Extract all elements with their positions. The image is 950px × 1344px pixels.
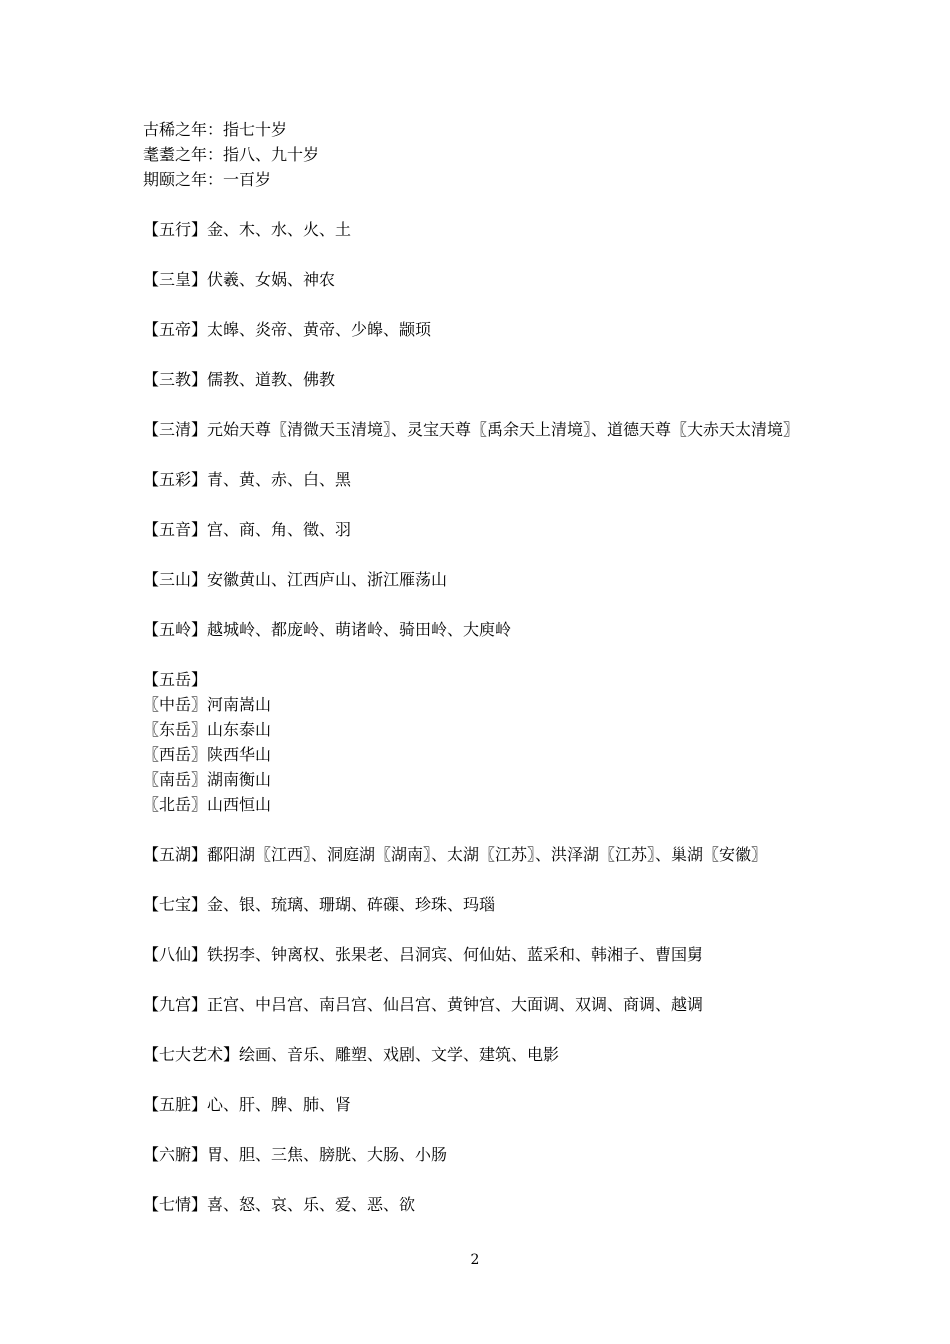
text-line: 〖西岳〗陕西华山 [143,745,272,764]
blank-line [143,1067,863,1092]
text-line: 【五岳】 [143,670,208,689]
blank-line [143,867,863,892]
text-line: 〖北岳〗山西恒山 [143,795,272,814]
text-line: 【八仙】铁拐李、钟离权、张果老、吕洞宾、何仙姑、蓝采和、韩湘子、曹国舅 [143,945,704,964]
blank-line [143,917,863,942]
page-number: 2 [470,1252,480,1268]
text-line: 【五音】宫、商、角、徵、羽 [143,520,352,539]
blank-line [143,1117,863,1142]
blank-line [143,817,863,842]
blank-line [143,392,863,417]
page-content [143,117,863,1217]
blank-line [143,1167,863,1192]
blank-line [143,642,863,667]
text-line: 【五行】金、木、水、火、土 [143,220,352,239]
text-line: 【三教】儒教、道教、佛教 [143,370,336,389]
text-line: 【九宫】正宫、中吕宫、南吕宫、仙吕宫、黄钟宫、大面调、双调、商调、越调 [143,995,704,1014]
text-line: 古稀之年：指七十岁 [143,120,288,139]
blank-line [143,542,863,567]
blank-line [143,1017,863,1042]
text-line: 【三清】元始天尊〖清微天玉清境〗、灵宝天尊〖禹余天上清境〗、道德天尊〖大赤天太清境〗 [143,420,800,439]
text-line: 【五湖】鄱阳湖〖江西〗、洞庭湖〖湖南〗、太湖〖江苏〗、洪泽湖〖江苏〗、巢湖〖安徽〗 [143,845,768,864]
text-line: 【三皇】伏羲、女娲、神农 [143,270,336,289]
blank-line [143,292,863,317]
text-line: 【五岭】越城岭、都庞岭、萌诸岭、骑田岭、大庾岭 [143,620,512,639]
text-line: 【五脏】心、肝、脾、肺、肾 [143,1095,352,1114]
text-line: 【七宝】金、银、琉璃、珊瑚、砗磲、珍珠、玛瑙 [143,895,496,914]
blank-line [143,242,863,267]
text-line: 〖南岳〗湖南衡山 [143,770,272,789]
text-line: 【三山】安徽黄山、江西庐山、浙江雁荡山 [143,570,448,589]
blank-line [143,442,863,467]
blank-line [143,967,863,992]
text-line: 【七情】喜、怒、哀、乐、爱、恶、欲 [143,1195,416,1214]
blank-line [143,592,863,617]
blank-line [143,192,863,217]
blank-line [143,342,863,367]
text-line: 【五帝】太皞、炎帝、黄帝、少皞、颛顼 [143,320,432,339]
text-line: 〖中岳〗河南嵩山 [143,695,272,714]
text-line: 【六腑】胃、胆、三焦、膀胱、大肠、小肠 [143,1145,448,1164]
text-line: 【七大艺术】绘画、音乐、雕塑、戏剧、文学、建筑、电影 [143,1045,560,1064]
blank-line [143,492,863,517]
text-line: 【五彩】青、黄、赤、白、黑 [143,470,352,489]
text-line: 期颐之年：一百岁 [143,170,272,189]
text-line: 〖东岳〗山东泰山 [143,720,272,739]
text-line: 耄耋之年：指八、九十岁 [143,145,320,164]
